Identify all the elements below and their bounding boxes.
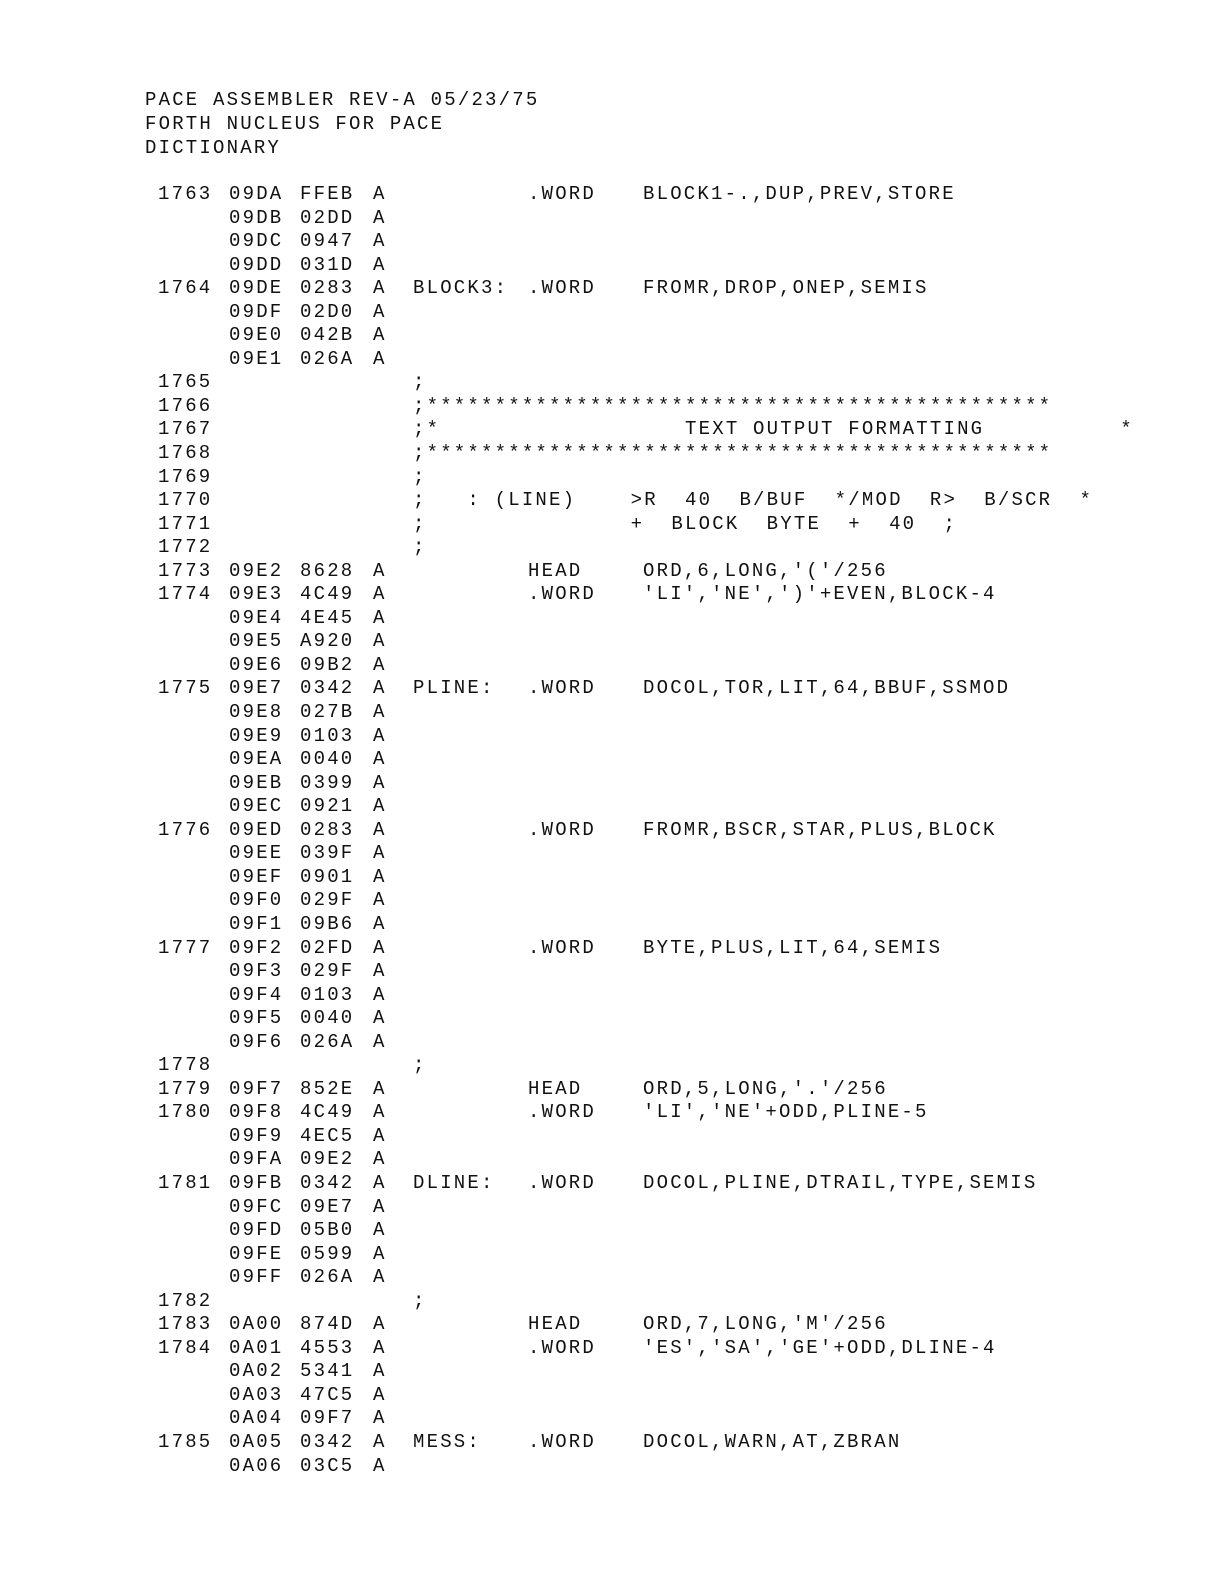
comment: ; bbox=[413, 465, 427, 488]
address: 09EC bbox=[229, 795, 284, 818]
listing-row bbox=[0, 466, 1224, 490]
reloc-flag: A bbox=[373, 701, 387, 724]
source-label: MESS: bbox=[413, 1430, 482, 1453]
address: 09DF bbox=[229, 300, 284, 323]
listing-row bbox=[0, 725, 1224, 749]
opcode: HEAD bbox=[528, 1313, 583, 1336]
object-code: 09E7 bbox=[300, 1195, 355, 1218]
address: 09E8 bbox=[229, 701, 284, 724]
object-code: 09E2 bbox=[300, 1148, 355, 1171]
listing-row bbox=[0, 1172, 1224, 1196]
address: 09F0 bbox=[229, 889, 284, 912]
listing-row bbox=[0, 819, 1224, 843]
opcode: HEAD bbox=[528, 1077, 583, 1100]
address: 09DD bbox=[229, 253, 284, 276]
operand: ORD,7,LONG,'M'/256 bbox=[643, 1313, 888, 1336]
reloc-flag: A bbox=[373, 1077, 387, 1100]
address: 09DA bbox=[229, 183, 284, 205]
listing-row bbox=[0, 607, 1224, 631]
listing-row bbox=[0, 513, 1224, 537]
listing-row bbox=[0, 1148, 1224, 1172]
reloc-flag: A bbox=[373, 1430, 387, 1453]
line-number: 1774 bbox=[158, 583, 213, 606]
object-code: 02DD bbox=[300, 206, 355, 229]
line-number: 1772 bbox=[158, 536, 213, 559]
reloc-flag: A bbox=[373, 630, 387, 653]
listing-row bbox=[0, 277, 1224, 301]
operand: FROMR,BSCR,STAR,PLUS,BLOCK bbox=[643, 818, 997, 841]
listing-row bbox=[0, 418, 1224, 442]
address: 09F5 bbox=[229, 1007, 284, 1030]
listing-row bbox=[0, 913, 1224, 937]
reloc-flag: A bbox=[373, 842, 387, 865]
opcode: .WORD bbox=[528, 936, 597, 959]
comment: ; bbox=[413, 536, 427, 559]
address: 09E6 bbox=[229, 653, 284, 676]
listing-row bbox=[0, 254, 1224, 278]
comment: ; + BLOCK BYTE + 40 ; bbox=[413, 512, 958, 535]
line-number: 1777 bbox=[158, 936, 213, 959]
listing-row bbox=[0, 960, 1224, 984]
address: 09DC bbox=[229, 230, 284, 253]
reloc-flag: A bbox=[373, 1101, 387, 1124]
operand: 'ES','SA','GE'+ODD,DLINE-4 bbox=[643, 1336, 997, 1359]
listing-row bbox=[0, 583, 1224, 607]
object-code: 0901 bbox=[300, 865, 355, 888]
address: 09F8 bbox=[229, 1101, 284, 1124]
object-code: 4EC5 bbox=[300, 1124, 355, 1147]
object-code: 8628 bbox=[300, 559, 355, 582]
address: 09ED bbox=[229, 818, 284, 841]
reloc-flag: A bbox=[373, 559, 387, 582]
line-number: 1773 bbox=[158, 559, 213, 582]
object-code: 02FD bbox=[300, 936, 355, 959]
address: 09F7 bbox=[229, 1077, 284, 1100]
reloc-flag: A bbox=[373, 324, 387, 347]
listing-row bbox=[0, 677, 1224, 701]
source-label: PLINE: bbox=[413, 677, 495, 700]
reloc-flag: A bbox=[373, 1360, 387, 1383]
opcode: .WORD bbox=[528, 277, 597, 300]
comment: ; bbox=[413, 1289, 427, 1312]
opcode: .WORD bbox=[528, 1101, 597, 1124]
reloc-flag: A bbox=[373, 1219, 387, 1242]
object-code: 0283 bbox=[300, 277, 355, 300]
address: 09EB bbox=[229, 771, 284, 794]
reloc-flag: A bbox=[373, 724, 387, 747]
reloc-flag: A bbox=[373, 818, 387, 841]
object-code: 0399 bbox=[300, 771, 355, 794]
address: 09F1 bbox=[229, 912, 284, 935]
listing-row bbox=[0, 489, 1224, 513]
reloc-flag: A bbox=[373, 1407, 387, 1430]
address: 09F4 bbox=[229, 983, 284, 1006]
object-code: 031D bbox=[300, 253, 355, 276]
object-code: 0103 bbox=[300, 983, 355, 1006]
address: 09DE bbox=[229, 277, 284, 300]
line-number: 1785 bbox=[158, 1430, 213, 1453]
object-code: 0342 bbox=[300, 1171, 355, 1194]
address: 0A02 bbox=[229, 1360, 284, 1383]
listing-row bbox=[0, 1054, 1224, 1078]
operand: 'LI','NE'+ODD,PLINE-5 bbox=[643, 1101, 929, 1124]
listing-row bbox=[0, 395, 1224, 419]
object-code: 039F bbox=[300, 842, 355, 865]
object-code: 0947 bbox=[300, 230, 355, 253]
listing-row bbox=[0, 748, 1224, 772]
listing-row bbox=[0, 1125, 1224, 1149]
opcode: .WORD bbox=[528, 1430, 597, 1453]
reloc-flag: A bbox=[373, 277, 387, 300]
object-code: 4C49 bbox=[300, 1101, 355, 1124]
listing-row bbox=[0, 1455, 1224, 1479]
object-code: FFEB bbox=[300, 183, 355, 205]
listing-row bbox=[0, 1101, 1224, 1125]
line-number: 1784 bbox=[158, 1336, 213, 1359]
line-number: 1766 bbox=[158, 394, 213, 417]
object-code: 026A bbox=[300, 1266, 355, 1289]
comment: ;* TEXT OUTPUT FORMATTING * bbox=[413, 418, 1134, 441]
listing-row bbox=[0, 1219, 1224, 1243]
listing-row bbox=[0, 1196, 1224, 1220]
opcode: .WORD bbox=[528, 677, 597, 700]
object-code: 0040 bbox=[300, 1007, 355, 1030]
object-code: 852E bbox=[300, 1077, 355, 1100]
object-code: 09B2 bbox=[300, 653, 355, 676]
line-number: 1775 bbox=[158, 677, 213, 700]
operand: DOCOL,WARN,AT,ZBRAN bbox=[643, 1430, 902, 1453]
listing-row bbox=[0, 324, 1224, 348]
address: 09EA bbox=[229, 748, 284, 771]
address: 09E0 bbox=[229, 324, 284, 347]
operand: DOCOL,PLINE,DTRAIL,TYPE,SEMIS bbox=[643, 1171, 1038, 1194]
object-code: 5341 bbox=[300, 1360, 355, 1383]
line-number: 1770 bbox=[158, 489, 213, 512]
listing-row bbox=[0, 1290, 1224, 1314]
operand: FROMR,DROP,ONEP,SEMIS bbox=[643, 277, 929, 300]
object-code: 026A bbox=[300, 1030, 355, 1053]
listing-header bbox=[145, 88, 539, 160]
listing-row bbox=[0, 866, 1224, 890]
source-label: DLINE: bbox=[413, 1171, 495, 1194]
listing-row bbox=[0, 1243, 1224, 1267]
address: 0A04 bbox=[229, 1407, 284, 1430]
reloc-flag: A bbox=[373, 347, 387, 370]
listing-row bbox=[0, 889, 1224, 913]
object-code: 042B bbox=[300, 324, 355, 347]
object-code: 027B bbox=[300, 701, 355, 724]
reloc-flag: A bbox=[373, 1313, 387, 1336]
opcode: .WORD bbox=[528, 1336, 597, 1359]
listing-row bbox=[0, 442, 1224, 466]
operand: ORD,5,LONG,'.'/256 bbox=[643, 1077, 888, 1100]
opcode: .WORD bbox=[528, 1171, 597, 1194]
line-number: 1769 bbox=[158, 465, 213, 488]
object-code: 029F bbox=[300, 960, 355, 983]
line-number: 1771 bbox=[158, 512, 213, 535]
listing-row bbox=[0, 183, 1224, 207]
address: 0A01 bbox=[229, 1336, 284, 1359]
reloc-flag: A bbox=[373, 912, 387, 935]
address: 09EE bbox=[229, 842, 284, 865]
listing-row bbox=[0, 207, 1224, 231]
opcode: HEAD bbox=[528, 559, 583, 582]
object-code: 0921 bbox=[300, 795, 355, 818]
address: 09E7 bbox=[229, 677, 284, 700]
line-number: 1778 bbox=[158, 1054, 213, 1077]
program-title: FORTH NUCLEUS FOR PACE bbox=[145, 113, 445, 135]
operand: BLOCK1-.,DUP,PREV,STORE bbox=[643, 183, 956, 205]
listing-row bbox=[0, 654, 1224, 678]
listing-row bbox=[0, 371, 1224, 395]
reloc-flag: A bbox=[373, 1266, 387, 1289]
address: 09FE bbox=[229, 1242, 284, 1265]
address: 09DB bbox=[229, 206, 284, 229]
object-code: 09B6 bbox=[300, 912, 355, 935]
line-number: 1764 bbox=[158, 277, 213, 300]
line-number: 1779 bbox=[158, 1077, 213, 1100]
object-code: 0342 bbox=[300, 1430, 355, 1453]
address: 09EF bbox=[229, 865, 284, 888]
listing-row bbox=[0, 772, 1224, 796]
address: 09E4 bbox=[229, 606, 284, 629]
address: 09FB bbox=[229, 1171, 284, 1194]
object-code: 0599 bbox=[300, 1242, 355, 1265]
listing-row bbox=[0, 1337, 1224, 1361]
listing-row bbox=[0, 1407, 1224, 1431]
reloc-flag: A bbox=[373, 1124, 387, 1147]
object-code: A920 bbox=[300, 630, 355, 653]
address: 09FA bbox=[229, 1148, 284, 1171]
comment: ; : (LINE) >R 40 B/BUF */MOD R> B/SCR * bbox=[413, 489, 1094, 512]
comment: ; bbox=[413, 371, 427, 394]
object-code: 09F7 bbox=[300, 1407, 355, 1430]
listing-row bbox=[0, 1384, 1224, 1408]
address: 09F2 bbox=[229, 936, 284, 959]
object-code: 874D bbox=[300, 1313, 355, 1336]
line-number: 1780 bbox=[158, 1101, 213, 1124]
address: 0A06 bbox=[229, 1454, 284, 1477]
listing-row bbox=[0, 842, 1224, 866]
listing-row bbox=[0, 1313, 1224, 1337]
address: 09FC bbox=[229, 1195, 284, 1218]
reloc-flag: A bbox=[373, 960, 387, 983]
listing-row bbox=[0, 1431, 1224, 1455]
line-number: 1767 bbox=[158, 418, 213, 441]
reloc-flag: A bbox=[373, 1148, 387, 1171]
operand: DOCOL,TOR,LIT,64,BBUF,SSMOD bbox=[643, 677, 1011, 700]
reloc-flag: A bbox=[373, 183, 387, 205]
address: 09E3 bbox=[229, 583, 284, 606]
object-code: 4553 bbox=[300, 1336, 355, 1359]
line-number: 1776 bbox=[158, 818, 213, 841]
address: 09E9 bbox=[229, 724, 284, 747]
opcode: .WORD bbox=[528, 583, 597, 606]
line-number: 1765 bbox=[158, 371, 213, 394]
reloc-flag: A bbox=[373, 1336, 387, 1359]
object-code: 029F bbox=[300, 889, 355, 912]
reloc-flag: A bbox=[373, 1454, 387, 1477]
address: 0A03 bbox=[229, 1383, 284, 1406]
section-title: DICTIONARY bbox=[145, 137, 282, 159]
reloc-flag: A bbox=[373, 653, 387, 676]
object-code: 026A bbox=[300, 347, 355, 370]
listing-row bbox=[0, 348, 1224, 372]
object-code: 4C49 bbox=[300, 583, 355, 606]
object-code: 05B0 bbox=[300, 1219, 355, 1242]
line-number: 1781 bbox=[158, 1171, 213, 1194]
assembler-title: PACE ASSEMBLER REV-A 05/23/75 bbox=[145, 89, 540, 111]
listing-row bbox=[0, 536, 1224, 560]
line-number: 1768 bbox=[158, 442, 213, 465]
reloc-flag: A bbox=[373, 865, 387, 888]
object-code: 0283 bbox=[300, 818, 355, 841]
operand: 'LI','NE',')'+EVEN,BLOCK-4 bbox=[643, 583, 997, 606]
address: 0A05 bbox=[229, 1430, 284, 1453]
reloc-flag: A bbox=[373, 1242, 387, 1265]
opcode: .WORD bbox=[528, 183, 597, 205]
address: 09E2 bbox=[229, 559, 284, 582]
object-code: 03C5 bbox=[300, 1454, 355, 1477]
reloc-flag: A bbox=[373, 606, 387, 629]
address: 09FF bbox=[229, 1266, 284, 1289]
reloc-flag: A bbox=[373, 889, 387, 912]
listing-row bbox=[0, 937, 1224, 961]
object-code: 4E45 bbox=[300, 606, 355, 629]
reloc-flag: A bbox=[373, 206, 387, 229]
address: 09E1 bbox=[229, 347, 284, 370]
reloc-flag: A bbox=[373, 1195, 387, 1218]
object-code: 0103 bbox=[300, 724, 355, 747]
reloc-flag: A bbox=[373, 795, 387, 818]
listing-row bbox=[0, 1266, 1224, 1290]
operand: BYTE,PLUS,LIT,64,SEMIS bbox=[643, 936, 943, 959]
reloc-flag: A bbox=[373, 1030, 387, 1053]
line-number: 1763 bbox=[158, 183, 213, 205]
comment: ;********************************************** bbox=[413, 442, 1053, 465]
reloc-flag: A bbox=[373, 230, 387, 253]
comment: ;********************************************** bbox=[413, 394, 1053, 417]
listing-row bbox=[0, 701, 1224, 725]
reloc-flag: A bbox=[373, 1383, 387, 1406]
reloc-flag: A bbox=[373, 1171, 387, 1194]
object-code: 02D0 bbox=[300, 300, 355, 323]
opcode: .WORD bbox=[528, 818, 597, 841]
source-label: BLOCK3: bbox=[413, 277, 509, 300]
listing-row bbox=[0, 1360, 1224, 1384]
listing-row bbox=[0, 230, 1224, 254]
object-code: 0342 bbox=[300, 677, 355, 700]
address: 09F3 bbox=[229, 960, 284, 983]
reloc-flag: A bbox=[373, 300, 387, 323]
listing-row bbox=[0, 795, 1224, 819]
comment: ; bbox=[413, 1054, 427, 1077]
listing-row bbox=[0, 1031, 1224, 1055]
listing-row bbox=[0, 630, 1224, 654]
line-number: 1783 bbox=[158, 1313, 213, 1336]
address: 09E5 bbox=[229, 630, 284, 653]
object-code: 47C5 bbox=[300, 1383, 355, 1406]
address: 0A00 bbox=[229, 1313, 284, 1336]
listing-row bbox=[0, 1078, 1224, 1102]
listing-row bbox=[0, 984, 1224, 1008]
listing-row bbox=[0, 1007, 1224, 1031]
address: 09FD bbox=[229, 1219, 284, 1242]
reloc-flag: A bbox=[373, 983, 387, 1006]
listing-row bbox=[0, 560, 1224, 584]
reloc-flag: A bbox=[373, 936, 387, 959]
assembly-listing bbox=[0, 183, 1224, 1478]
operand: ORD,6,LONG,'('/256 bbox=[643, 559, 888, 582]
reloc-flag: A bbox=[373, 771, 387, 794]
reloc-flag: A bbox=[373, 583, 387, 606]
object-code: 0040 bbox=[300, 748, 355, 771]
address: 09F9 bbox=[229, 1124, 284, 1147]
line-number: 1782 bbox=[158, 1289, 213, 1312]
reloc-flag: A bbox=[373, 748, 387, 771]
listing-row bbox=[0, 301, 1224, 325]
address: 09F6 bbox=[229, 1030, 284, 1053]
reloc-flag: A bbox=[373, 677, 387, 700]
reloc-flag: A bbox=[373, 253, 387, 276]
reloc-flag: A bbox=[373, 1007, 387, 1030]
